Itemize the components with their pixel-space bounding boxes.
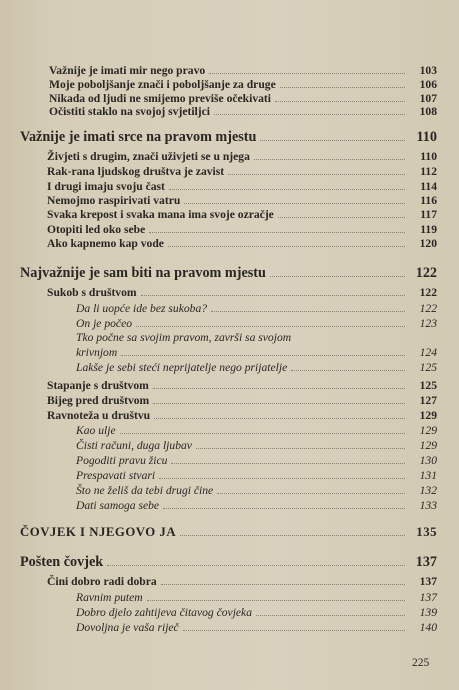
toc-entry — [47, 235, 437, 250]
toc-entry — [76, 452, 437, 467]
leader-dots — [153, 377, 405, 389]
toc-entry-title: Dobro djelo zahtijeva čitavog čovjeka — [76, 606, 253, 619]
toc-section-heading — [20, 127, 437, 145]
toc-entry-title: Svaka krepost i svaka mana ima svoje ozračje — [47, 208, 274, 221]
leader-dots — [209, 62, 405, 74]
toc-entry — [76, 604, 437, 619]
toc-entry-page: 131 — [419, 469, 437, 482]
toc-entry-title: Moje poboljšanje znači i poboljšanje za druge — [49, 78, 276, 91]
toc-entry — [47, 206, 437, 221]
toc-entry-title: Očistiti staklo na svojoj svjetiljci — [49, 105, 211, 118]
toc-entry-title: Ravnoteža u društvu — [47, 409, 151, 422]
leader-dots — [163, 497, 405, 509]
toc-entry-title: Bijeg pred društvom — [47, 394, 150, 407]
toc-entry-page: 133 — [419, 499, 437, 512]
toc-entry — [49, 103, 437, 118]
toc-entry-page: 135 — [416, 525, 437, 539]
toc-entry — [76, 422, 437, 437]
toc-entry-page: 137 — [415, 554, 437, 570]
leader-dots — [275, 90, 405, 102]
toc-entry — [76, 467, 437, 482]
toc-entry-page: 127 — [419, 394, 437, 407]
leader-dots — [183, 619, 405, 631]
toc-entry-page: 120 — [419, 237, 437, 250]
toc-entry-title: Živjeti s drugim, znači uživjeti se u njega — [47, 150, 250, 163]
toc-entry — [47, 221, 437, 236]
toc-entry-title: Nikada od ljudi ne smijemo previše očekivati — [49, 92, 272, 105]
toc-entry-title: Sukob s društvom — [47, 286, 137, 299]
toc-entry — [76, 315, 437, 330]
toc-entry — [76, 300, 437, 315]
leader-dots — [120, 422, 405, 434]
toc-entry-page: 129 — [419, 409, 437, 422]
toc-entry — [47, 163, 437, 178]
leader-dots — [270, 263, 405, 277]
leader-dots — [171, 452, 405, 464]
leader-dots — [107, 552, 405, 566]
leader-dots — [254, 148, 405, 160]
toc-entry-page: 110 — [416, 129, 437, 145]
toc-entry-title: Prespavati stvari — [76, 469, 156, 482]
toc-entry-title: Čini dobro radi dobra — [47, 575, 157, 588]
toc-entry-page: 139 — [419, 606, 437, 619]
page-number: 225 — [412, 657, 430, 669]
leader-dots — [159, 467, 405, 479]
toc-entry — [49, 62, 437, 77]
leader-dots — [217, 482, 405, 494]
toc-entry — [47, 407, 437, 422]
toc-entry-title: Najvažnije je sam biti na pravom mjestu — [20, 265, 266, 281]
toc-part-heading — [20, 524, 437, 540]
toc-entry-title: On je počeo — [76, 317, 133, 330]
leader-dots — [278, 206, 405, 218]
leader-dots — [147, 589, 405, 601]
toc-entry-page: 117 — [420, 208, 437, 221]
toc-entry-title-line: Tko počne sa svojim pravom, završi sa svojom — [76, 331, 292, 344]
toc-entry-title: Stapanje s društvom — [47, 379, 149, 392]
toc-entry-page: 132 — [419, 484, 437, 497]
toc-entry-title: Dati samoga sebe — [76, 499, 160, 512]
leader-dots — [280, 76, 405, 88]
leader-dots — [169, 178, 405, 190]
toc-entry-title: Važnije je imati mir nego pravo — [49, 64, 206, 77]
toc-entry — [49, 76, 437, 91]
toc-entry-page: 106 — [419, 78, 437, 91]
toc-entry — [76, 437, 437, 452]
toc-section-heading — [20, 263, 437, 281]
toc-entry-page: 107 — [419, 92, 437, 105]
toc-entry-page: 129 — [419, 439, 437, 452]
leader-dots — [184, 192, 405, 204]
toc-entry — [47, 377, 437, 392]
leader-dots — [121, 344, 405, 356]
leader-dots — [136, 315, 405, 327]
toc-entry-title: Otopiti led oko sebe — [47, 223, 146, 236]
toc-entry — [47, 284, 437, 299]
toc-entry-title: Dovoljna je vaša riječ — [76, 621, 179, 634]
toc-entry — [76, 497, 437, 512]
toc-entry-page: 140 — [419, 621, 437, 634]
toc-entry-page: 125 — [419, 379, 437, 392]
toc-entry-page: 110 — [420, 150, 437, 163]
toc-entry-title: Čisti računi, duga ljubav — [76, 439, 192, 452]
leader-dots — [168, 235, 405, 247]
toc-entry-title: Što ne želiš da tebi drugi čine — [76, 484, 214, 497]
toc-entry-page: 137 — [419, 575, 437, 588]
toc-entry-page: 137 — [419, 591, 437, 604]
toc-entry-title: Da li uopće ide bez sukoba? — [76, 302, 208, 315]
toc-entry-title: Pošten čovjek — [20, 554, 104, 570]
toc-entry-page: 130 — [419, 454, 437, 467]
toc-entry — [47, 392, 437, 407]
toc-entry-page: 103 — [419, 64, 437, 77]
toc-entry-page: 122 — [415, 265, 437, 281]
toc-section-heading — [20, 552, 437, 570]
leader-dots — [260, 127, 405, 141]
leader-dots — [180, 524, 405, 536]
toc-entry-page: 119 — [420, 223, 437, 236]
toc-entry-page: 108 — [419, 105, 437, 118]
toc-entry-page: 123 — [419, 317, 437, 330]
toc-entry-title: krivnjom — [76, 346, 118, 359]
toc-entry — [76, 344, 437, 359]
toc-entry — [47, 192, 437, 207]
toc-entry-page: 116 — [420, 194, 437, 207]
leader-dots — [228, 163, 405, 175]
toc-entry — [76, 482, 437, 497]
toc-entry — [47, 573, 437, 588]
leader-dots — [196, 437, 405, 449]
toc-entry-title: ČOVJEK I NJEGOVO JA — [20, 525, 177, 539]
toc-entry — [76, 359, 437, 374]
leader-dots — [291, 359, 405, 371]
toc-entry — [47, 178, 437, 193]
toc-entry-title: Ako kapnemo kap vode — [47, 237, 164, 250]
toc-entry-title: Važnije je imati srce na pravom mjestu — [20, 129, 257, 145]
toc-entry-title: Pogoditi pravu žicu — [76, 454, 168, 467]
toc-entry-page: 112 — [420, 165, 437, 178]
toc-entry-title: Nemojmo raspirivati vatru — [47, 194, 181, 207]
leader-dots — [161, 573, 405, 585]
toc-entry — [47, 148, 437, 163]
toc-entry-page: 122 — [419, 302, 437, 315]
leader-dots — [141, 284, 405, 296]
toc-entry-page: 114 — [420, 180, 437, 193]
toc-entry — [76, 589, 437, 604]
toc-entry-page: 129 — [419, 424, 437, 437]
toc-entry-page: 122 — [419, 286, 437, 299]
toc-entry-page: 125 — [419, 361, 437, 374]
toc-entry-title: Ravnim putem — [76, 591, 143, 604]
leader-dots — [214, 103, 405, 115]
toc-entry-title: I drugi imaju svoju čast — [47, 180, 165, 193]
leader-dots — [154, 407, 405, 419]
leader-dots — [153, 392, 405, 404]
leader-dots — [211, 300, 405, 312]
toc-entry-title: Rak-rana ljudskog društva je zavist — [47, 165, 225, 178]
leader-dots — [256, 604, 405, 616]
toc-entry-page: 124 — [419, 346, 437, 359]
toc-entry — [76, 619, 437, 634]
toc-entry-title: Lakše je sebi steći neprijatelje nego prijatelje — [76, 361, 288, 374]
toc-entry-title: Kao ulje — [76, 424, 116, 437]
leader-dots — [149, 221, 405, 233]
